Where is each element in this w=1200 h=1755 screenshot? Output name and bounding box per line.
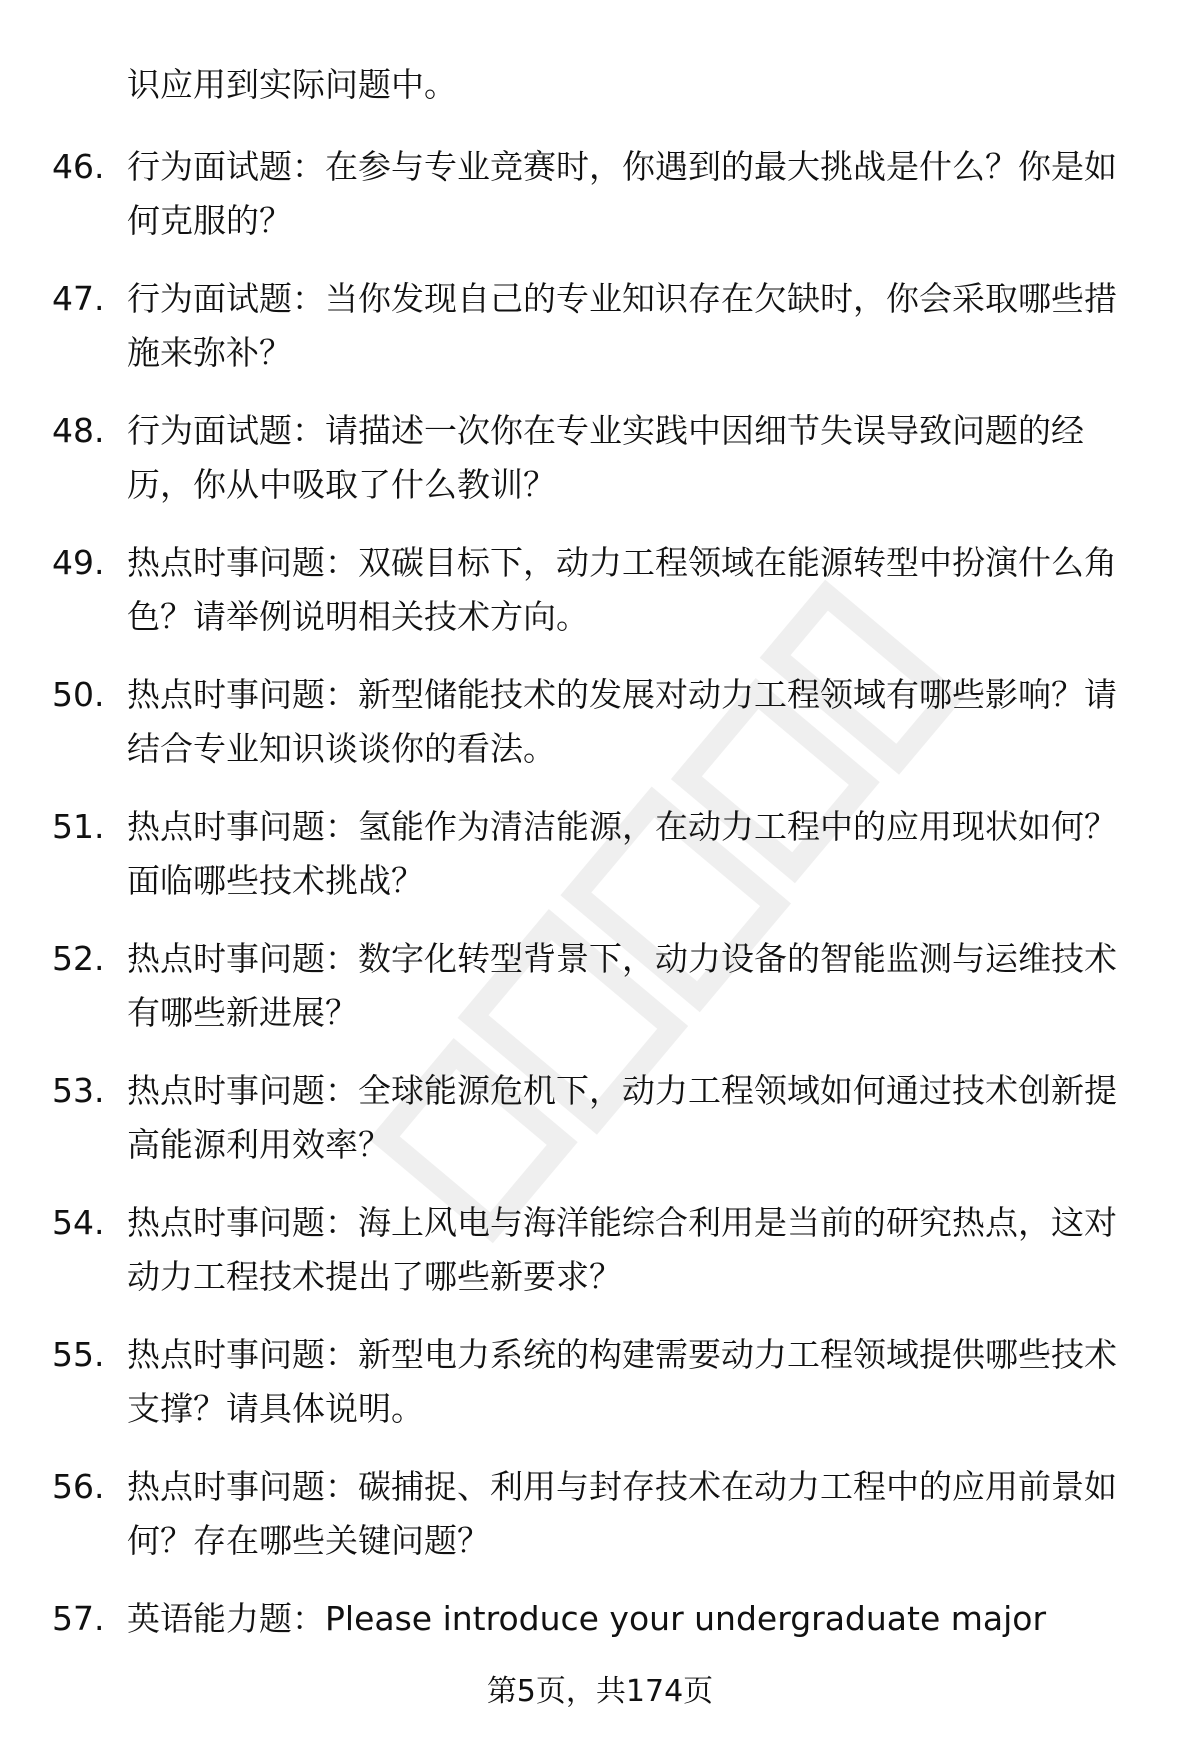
list-item bbox=[0, 800, 1200, 908]
list-item bbox=[0, 668, 1200, 776]
question-number: 49. bbox=[52, 543, 105, 582]
question-number: 55. bbox=[52, 1335, 105, 1374]
question-number: 52. bbox=[52, 939, 105, 978]
question-number: 54. bbox=[52, 1203, 105, 1242]
question-text: 热点时事问题：新型电力系统的构建需要动力工程领域提供哪些技术支撑？请具体说明。 bbox=[127, 1335, 1117, 1428]
question-number: 48. bbox=[52, 411, 105, 450]
question-text: 热点时事问题：全球能源危机下，动力工程领域如何通过技术创新提高能源利用效率？ bbox=[127, 1071, 1117, 1164]
page-footer: 第5页，共174页 bbox=[486, 1674, 714, 1709]
question-text: 热点时事问题：氢能作为清洁能源，在动力工程中的应用现状如何？面临哪些技术挑战？ bbox=[127, 807, 1117, 900]
question-text: 热点时事问题：海上风电与海洋能综合利用是当前的研究热点，这对动力工程技术提出了哪些新要求？ bbox=[127, 1203, 1117, 1296]
question-text: 热点时事问题：碳捕捉、利用与封存技术在动力工程中的应用前景如何？存在哪些关键问题？ bbox=[127, 1467, 1117, 1560]
question-number: 50. bbox=[52, 675, 105, 714]
question-number: 53. bbox=[52, 1071, 105, 1110]
question-list bbox=[0, 140, 1200, 1670]
continued-text: 识应用到实际问题中。 bbox=[127, 65, 457, 104]
list-item bbox=[0, 272, 1200, 380]
question-number: 51. bbox=[52, 807, 105, 846]
question-number: 56. bbox=[52, 1467, 105, 1506]
list-item bbox=[0, 404, 1200, 512]
list-item bbox=[0, 536, 1200, 644]
question-text: 行为面试题：请描述一次你在专业实践中因细节失误导致问题的经历，你从中吸取了什么教训？ bbox=[127, 411, 1084, 504]
question-text: 热点时事问题：新型储能技术的发展对动力工程领域有哪些影响？请结合专业知识谈谈你的看法。 bbox=[127, 675, 1117, 768]
list-item bbox=[0, 1064, 1200, 1172]
list-item bbox=[0, 1592, 1200, 1646]
list-item bbox=[0, 1196, 1200, 1304]
question-number: 57. bbox=[52, 1599, 105, 1638]
question-text: 行为面试题：在参与专业竞赛时，你遇到的最大挑战是什么？你是如何克服的？ bbox=[127, 147, 1117, 240]
question-text: 行为面试题：当你发现自己的专业知识存在欠缺时，你会采取哪些措施来弥补？ bbox=[127, 279, 1117, 372]
list-item bbox=[0, 140, 1200, 248]
question-text: 热点时事问题：双碳目标下，动力工程领域在能源转型中扮演什么角色？请举例说明相关技术方向。 bbox=[127, 543, 1117, 636]
list-item bbox=[0, 932, 1200, 1040]
list-item bbox=[0, 1460, 1200, 1568]
question-text: 英语能力题：Please introduce your undergraduate major bbox=[127, 1599, 1047, 1638]
question-text: 热点时事问题：数字化转型背景下，动力设备的智能监测与运维技术有哪些新进展？ bbox=[127, 939, 1117, 1032]
question-number: 46. bbox=[52, 147, 105, 186]
question-number: 47. bbox=[52, 279, 105, 318]
list-item bbox=[0, 1328, 1200, 1436]
